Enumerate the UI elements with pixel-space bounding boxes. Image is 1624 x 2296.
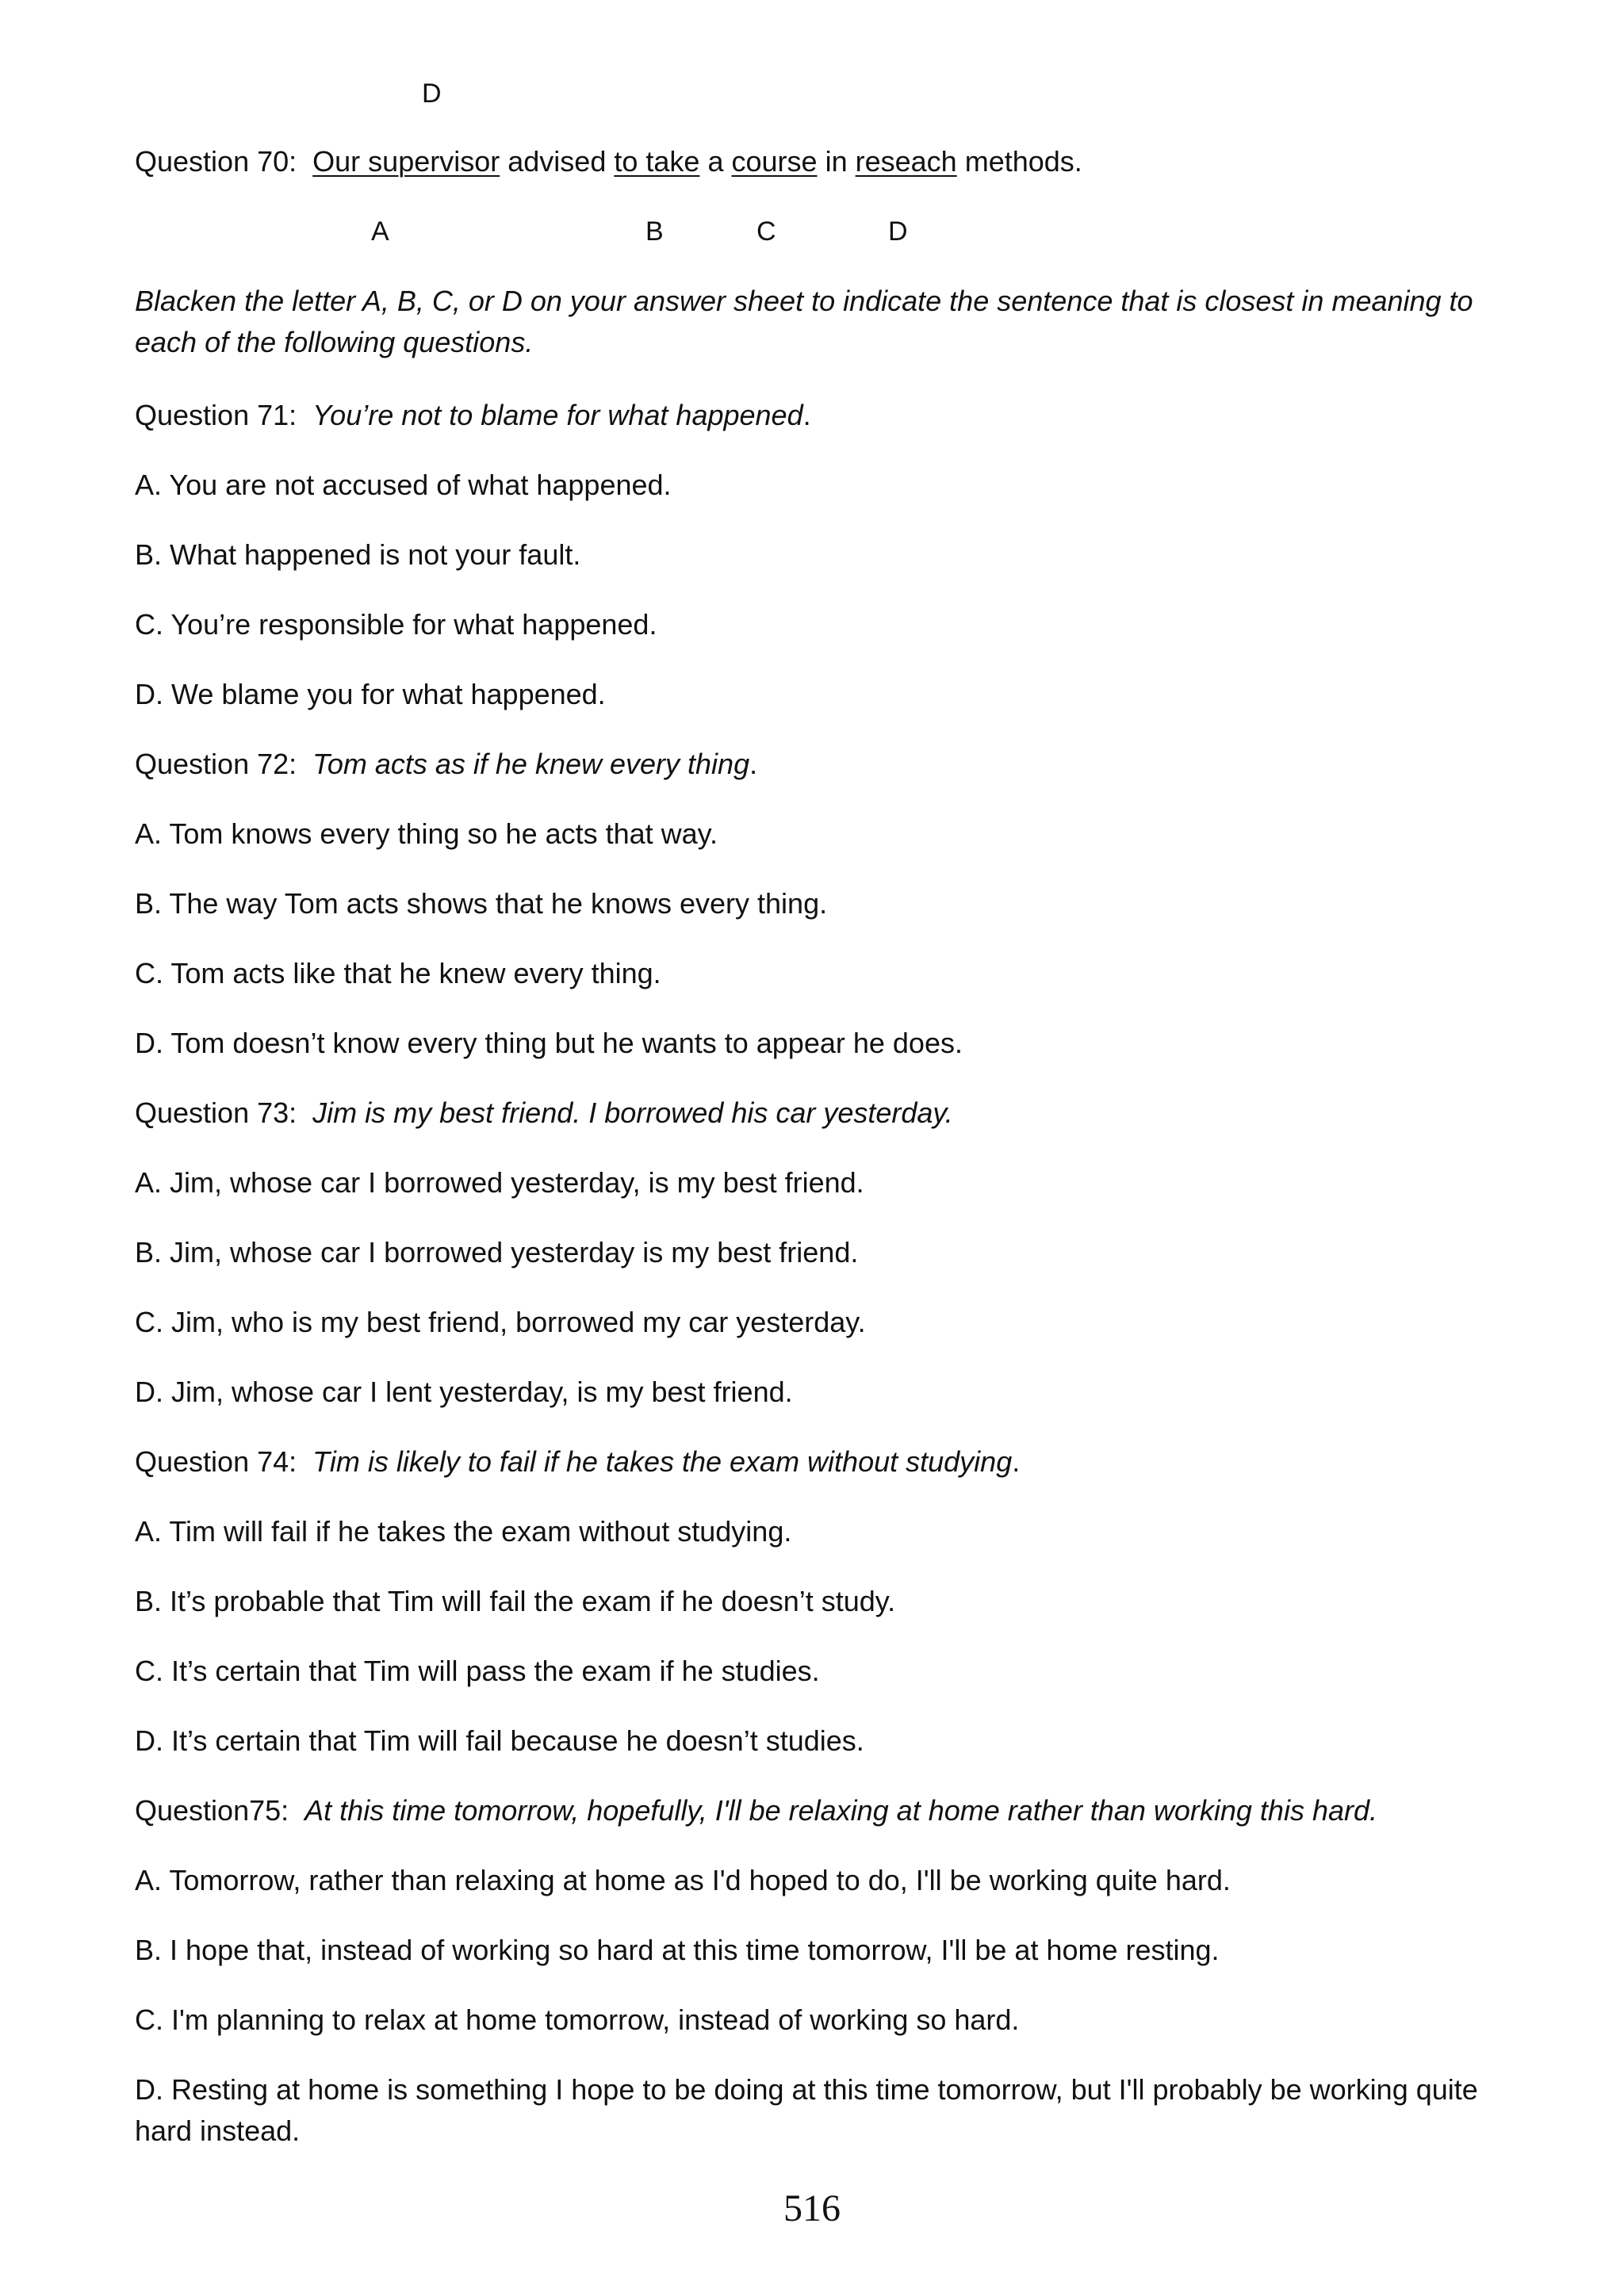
- q70-word: advised: [508, 145, 607, 178]
- q73-option-a: A. Jim, whose car I borrowed yesterday, is my best friend.: [135, 1166, 864, 1199]
- q71-option-b: B. What happened is not your fault.: [135, 538, 581, 571]
- q75-option-b: B. I hope that, instead of working so hard at this time tomorrow, I'll be at home resting.: [135, 1934, 1220, 1966]
- question-71-label: Question 71:: [135, 399, 297, 431]
- q75-option-a: A. Tomorrow, rather than relaxing at home as I'd hoped to do, I'll be working quite hard.: [135, 1864, 1231, 1896]
- q70-word: in: [825, 145, 848, 178]
- question-74-label: Question 74:: [135, 1445, 297, 1478]
- question-70-label: Question 70:: [135, 145, 297, 178]
- page-number: 516: [783, 2187, 841, 2229]
- q70-underlined-a: Our supervisor: [312, 145, 500, 178]
- q75-option-c: C. I'm planning to relax at home tomorrow, instead of working so hard.: [135, 2003, 1020, 2036]
- question-72-prompt: Tom acts as if he knew every thing: [312, 748, 750, 780]
- q74-option-a: A. Tim will fail if he takes the exam without studying.: [135, 1515, 792, 1548]
- q72-option-a: A. Tom knows every thing so he acts that way.: [135, 817, 718, 850]
- question-72: [135, 744, 757, 785]
- question-73-prompt: Jim is my best friend. I borrowed his car yesterday.: [312, 1096, 953, 1129]
- question-74-prompt: Tim is likely to fail if he takes the exam without studying: [312, 1445, 1013, 1478]
- q70-marker-d: D: [888, 216, 908, 247]
- q74-option-d: D. It’s certain that Tim will fail because he doesn’t studies.: [135, 1724, 864, 1757]
- question-72-label: Question 72:: [135, 748, 297, 780]
- q73-option-d: D. Jim, whose car I lent yesterday, is my best friend.: [135, 1376, 793, 1408]
- question-73-label: Question 73:: [135, 1096, 297, 1129]
- q70-underlined-b: to take: [614, 145, 700, 178]
- question-75: [135, 1790, 1377, 1831]
- q73-option-b: B. Jim, whose car I borrowed yesterday is my best friend.: [135, 1236, 859, 1269]
- question-70: [135, 141, 1082, 182]
- section-instruction: Blacken the letter A, B, C, or D on your answer sheet to indicate the sentence that is closest in meaning to each of the following questions.: [135, 285, 1473, 358]
- q74-option-b: B. It’s probable that Tim will fail the exam if he doesn’t study.: [135, 1585, 896, 1617]
- q72-option-c: C. Tom acts like that he knew every thing.: [135, 957, 661, 989]
- q70-marker-a: A: [371, 216, 389, 247]
- q71-period: .: [802, 399, 811, 431]
- q74-option-c: C. It’s certain that Tim will pass the exam if he studies.: [135, 1655, 820, 1687]
- question-75-label: Question75:: [135, 1794, 289, 1827]
- q70-marker-b: B: [645, 216, 664, 247]
- question-75-prompt: At this time tomorrow, hopefully, I'll be relaxing at home rather than working this hard.: [304, 1794, 1378, 1827]
- q71-option-a: A. You are not accused of what happened.: [135, 469, 672, 501]
- q70-word: a: [707, 145, 724, 178]
- question-71-prompt: You’re not to blame for what happened: [312, 399, 803, 431]
- q71-option-d: D. We blame you for what happened.: [135, 678, 606, 710]
- q72-period: .: [749, 748, 758, 780]
- q71-option-c: C. You’re responsible for what happened.: [135, 608, 657, 641]
- error-marker-d-prev: D: [422, 78, 442, 109]
- q70-marker-c: C: [756, 216, 776, 247]
- question-74: [135, 1441, 1020, 1483]
- q73-option-c: C. Jim, who is my best friend, borrowed my car yesterday.: [135, 1306, 866, 1338]
- question-73: [135, 1093, 953, 1134]
- q75-option-d: D. Resting at home is something I hope to be doing at this time tomorrow, but I'll probably be working quite hard instead.: [135, 2073, 1478, 2147]
- q74-period: .: [1012, 1445, 1021, 1478]
- q70-underlined-c: course: [731, 145, 818, 178]
- q70-underlined-d: reseach: [855, 145, 957, 178]
- q70-word: methods.: [964, 145, 1082, 178]
- q72-option-b: B. The way Tom acts shows that he knows every thing.: [135, 887, 828, 920]
- question-71: [135, 395, 811, 436]
- q72-option-d: D. Tom doesn’t know every thing but he wants to appear he does.: [135, 1027, 963, 1059]
